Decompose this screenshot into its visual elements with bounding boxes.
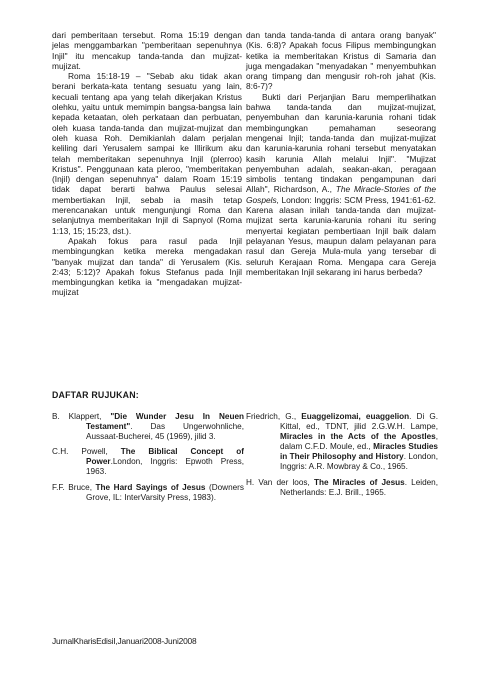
references-left-column [52, 412, 244, 508]
reference-title: Euaggelizomai, euaggelion [301, 412, 410, 421]
reference-author: Friedrich, G., [246, 412, 302, 421]
reference-details: . London, Inggris: A.R. Mowbray & Co., 1965. [280, 452, 438, 472]
right-paragraph-2 [246, 92, 436, 277]
references-right-column [246, 412, 438, 503]
reference-title: The Hard Sayings of Jesus [95, 482, 206, 492]
cited-book-title: The Miracle-Stories of the Gospels, [246, 184, 437, 205]
reference-author: F.F. Bruce, [52, 482, 96, 492]
right-text-column [246, 30, 436, 277]
reference-entry [52, 483, 244, 503]
reference-details: . Di G. Kittal, ed., TDNT, jilid 2.G.W.H. Lampe, [280, 412, 438, 432]
reference-entry [52, 412, 244, 442]
references-heading: DAFTAR RUJUKAN: [52, 390, 139, 400]
left-paragraph-1: dari pemberitaan tersebut. Roma 15:19 dengan jelas menggambarkan "pemberitaan sepenuhnya Injil" itu mencakup tanda-tanda dan mujizat-mujizat. [52, 30, 242, 71]
reference-author: H. Van der loos, [246, 477, 314, 487]
reference-author: B. Klappert, [52, 412, 111, 421]
paragraph-text: London: Inggris: SCM Press, 1941:61-62. Karena alasan inilah tanda-tanda dan mujizat-mujizat serta karunia-karunia rohani itu sering menyertai kegiatan pembertiaan Injil baik dalam pelayanan Yesus, maupun dalam pelayanan para rasul dan Gereja Mula-mula yang tersebar di seluruh Kerajaan Roma. Mengapa cara Gereja memberitakan Injil sekarang ini harus berbeda? [246, 194, 436, 277]
paragraph-text: Bukti dari Perjanjian Baru memperlihatkan bahwa tanda-tanda dan mujizat-mujizat, penyembuhan dan karunia-karunia rohani tidak membingungkan pemahaman seseorang mengenai Injil; tanda-tanda dan mujizat-mujizat dan karunia-karunia rohani tersebut menyatakan kasih karunia Allah melalui Injil". "Mujizat penyembuhan adalah, seakan-akan, peragaan simbolis tentang tindakan pengampunan dari Allah", Richardson, A., [246, 91, 436, 195]
reference-details: . Leiden, Netherlands: E.J. Brill., 1965. [280, 477, 439, 497]
reference-title: Miracles in the Acts of the Apostles [280, 432, 436, 442]
reference-details: (Downers Grove, IL: InterVarsity Press, 1983). [86, 482, 244, 502]
left-paragraph-3: Apakah fokus para rasul pada Injil membingungkan ketika mereka mengadakan "banyak mujizat dan tanda" di Yerusalem (Kis. 2:43; 5:12)? Apakah fokus Stefanus pada Injil membingungkan ketika ia "mengadakan mujizat-mujizat [52, 235, 242, 298]
reference-entry [246, 412, 438, 473]
reference-entry [246, 478, 438, 498]
reference-title: The Miracles of Jesus [313, 477, 405, 487]
reference-details: , dalam C.F.D. Moule, ed., [280, 432, 438, 452]
reference-author: C.H. Powell, [52, 447, 121, 457]
left-paragraph-2: Roma 15:18-19 – "Sebab aku tidak akan berani berkata-kata tentang sesuatu yang lain, kecuali tentang apa yang telah dikerjakan Kristus olehku, yaitu untuk memimpin bangsa-bangsa lain kepada ketaatan, oleh perkataan dan perbuatan, oleh kuasa tanda-tanda dan mujizat-mujizat dan oleh kuasa Roh. Demikianlah dalam perjalan keliling dari Yerusalem sampai ke Illirikum aku telah memberitakan sepenuhnya Injil (plerroo) Kristus". Penggunaan kata pleroo, "memberitakan (Injil) dengan sepenuhnya" dalam Roam 15:19 tidak dapat berarti bahwa Paulus selesai membertiakan Injil, sebab ia masih tetap merencanakan untuk mengunjungi Roma dan selanjutnya memberitakan Injil di Sapnyol (Roma 1:13, 15; 15:23, dst.). [52, 71, 242, 236]
reference-entry [52, 447, 244, 477]
left-text-column [52, 30, 242, 298]
reference-title: Miracles Studies in Their Philosophy and History [280, 442, 438, 462]
reference-details: .London, Inggris: Epwoth Press, 1963. [86, 457, 244, 477]
reference-details: . Das Ungerwohnliche, Aussaat-Bucherei, 45 (1969), jilid 3. [86, 422, 244, 442]
reference-title: The Biblical Concept of Power [86, 447, 244, 467]
journal-footer: JurnalKharisEdisiI,Januari2008-Juni2008 [52, 636, 197, 646]
right-paragraph-1: dan tanda tanda-tanda di antara orang banyak" (Kis. 6:8)? Apakah focus Filipus membingungkan ketika ia memberitakan Kristus di Samaria dan juga mengadakan "menyadakan " menyembuhkan orang timpang dan mengusir roh-roh jahat (Kis. 8:6-7)? [246, 30, 436, 92]
reference-title: "Die Wunder Jesu In Neuen Testament" [86, 412, 244, 432]
